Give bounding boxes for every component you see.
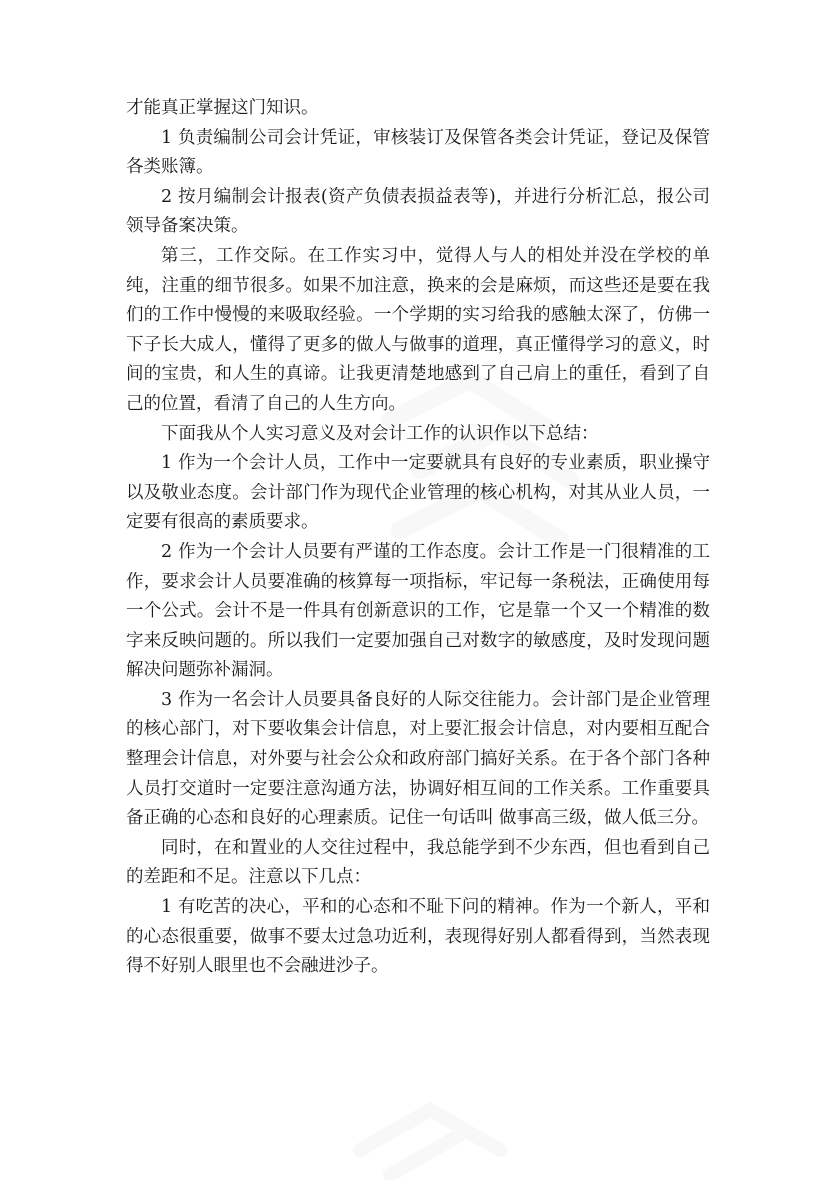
- paragraph-duty-1: 1 负责编制公司会计凭证，审核装订及保管各类会计凭证，登记及保管各类账簿。: [126, 127, 710, 178]
- document-body: [126, 94, 710, 982]
- paragraph-continuation: 才能真正掌握这门知识。: [126, 98, 319, 118]
- paragraph-shortcomings: 同时，在和置业的人交往过程中，我总能学到不少东西，但也看到自己的差距和不足。注意以下几点：: [126, 837, 710, 888]
- paragraph-summary-3: 3 作为一名会计人员要具备良好的人际交往能力。会计部门是企业管理的核心部门，对下要收集会计信息，对上要汇报会计信息，对内要相互配合整理会计信息，对外要与社会公众和政府部门搞好关系。在于各个部门各种人员打交道时一定要注意沟通方法，协调好相互间的工作关系。工作重要具备正确的心态和良好的心理素质。记住一句话叫 做事高三级，做人低三分。: [126, 689, 710, 829]
- paragraph-summary-2: 2 作为一个会计人员要有严谨的工作态度。会计工作是一门很精准的工作，要求会计人员要准确的核算每一项指标，牢记每一条税法，正确使用每一个公式。会计不是一件具有创新意识的工作，它是靠一个又一个精准的数字来反映问题的。所以我们一定要加强自己对数字的敏感度，及时发现问题解决问题弥补漏洞。: [126, 541, 710, 681]
- paragraph-work-communication: 第三，工作交际。在工作实习中，觉得人与人的相处并没在学校的单纯，注重的细节很多。如果不加注意，换来的会是麻烦，而这些还是要在我们的工作中慢慢的来吸取经验。一个学期的实习给我的感触太深了，仿佛一下子长大成人，懂得了更多的做人与做事的道理，真正懂得学习的意义，时间的宝贵，和人生的真谛。让我更清楚地感到了自己肩上的重任，看到了自己的位置，看清了自己的人生方向。: [126, 245, 710, 414]
- paragraph-summary-1: 1 作为一个会计人员，工作中一定要就具有良好的专业素质，职业操守以及敬业态度。会计部门作为现代企业管理的核心机构，对其从业人员，一定要有很高的素质要求。: [126, 453, 710, 533]
- paragraph-duty-2: 2 按月编制会计报表(资产负债表损益表等)，并进行分析汇总，报公司领导备案决策。: [126, 186, 710, 237]
- watermark-logo-bottom: [340, 1090, 520, 1180]
- paragraph-point-1: 1 有吃苦的决心，平和的心态和不耻下问的精神。作为一个新人，平和的心态很重要，做事不要太过急功近利，表现得好别人都看得到，当然表现得不好别人眼里也不会融进沙子。: [126, 897, 710, 977]
- paragraph-summary-intro: 下面我从个人实习意义及对会计工作的认识作以下总结：: [161, 423, 599, 444]
